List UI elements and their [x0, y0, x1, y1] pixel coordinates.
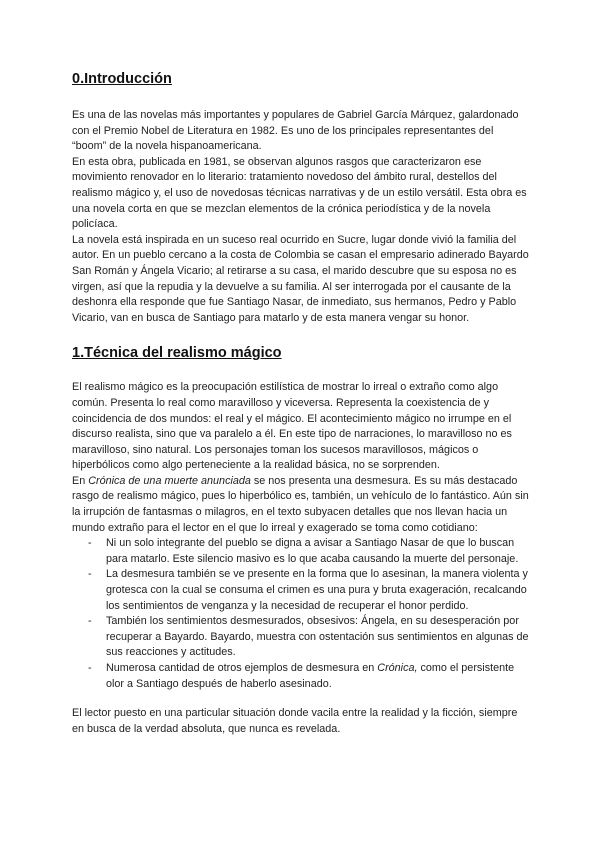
list-item-suffix: como el persistente olor a Santiago después de haberlo asesinado.: [106, 662, 515, 690]
document-body: [72, 70, 530, 737]
book-title: Crónica de una muerte anunciada: [88, 474, 251, 487]
list-item: [88, 661, 530, 692]
list-item-prefix: Numerosa cantidad de otros ejemplos de desmesura en: [106, 662, 378, 674]
bullet-marker: -: [88, 537, 92, 550]
list-item-text: También los sentimientos desmesurados, obsesivos: Ángela, en su desesperación por recuperar a Bayardo. Bayardo, muestra con ostentación sus sentimientos en algunas de sus reacciones y actitudes.: [106, 615, 529, 659]
intro-paragraph-1: Es una de las novelas más importantes y populares de Gabriel García Márquez, galardonado con el Premio Nobel de Literatura en 1982. Es uno de los principales representantes del “boom” de la novela hispanoamericana.: [72, 109, 519, 153]
paragraph-2-prefix: En: [72, 474, 89, 487]
list-item: [88, 614, 530, 661]
realismo-paragraph-1: El realismo mágico es la preocupación estilística de mostrar lo irreal o extraño como algo común. Presenta lo real como maravilloso y viceversa. Representa la coexistencia de y coincidencia de dos mundos: el real y el mágico. El acontecimiento mágico no irrumpe en el discurso realista, sino que va paralelo a él. En este tipo de narraciones, lo maravilloso no es maravilloso, sino natural. Los personajes toman los sucesos maravillosos, mágicos o hiperbólicos como algo perteneciente a la realidad básica, no se sorprenden.: [72, 381, 512, 472]
list-item-text: Ni un solo integrante del pueblo se digna a avisar a Santiago Nasar de que lo buscan para matarlo. Este silencio masivo es lo que acaba causando la muerte del personaje.: [106, 537, 519, 565]
realismo-paragraph-2: [72, 474, 530, 536]
bullet-marker: -: [88, 615, 92, 628]
section-heading-realismo-magico: 1.Técnica del realismo mágico: [72, 345, 282, 362]
book-title-short: Crónica,: [377, 662, 418, 674]
bullet-marker: -: [88, 568, 92, 581]
list-item: [88, 567, 530, 614]
closing-paragraph: El lector puesto en una particular situación donde vacila entre la realidad y la ficción, siempre en busca de la verdad absoluta, que nunca es revelada.: [72, 707, 518, 735]
desmesura-list: [72, 536, 530, 692]
section-heading-introduccion: 0.Introducción: [72, 71, 172, 87]
intro-paragraph-2: En esta obra, publicada en 1981, se observan algunos rasgos que caracterizaron ese movimiento renovador en lo literario: tratamiento novedoso del ámbito rural, destellos del realismo mágico y, el uso de novedosas técnicas narrativas y de un estilo versátil. Esta obra es una novela corta en que se mezclan elementos de la crónica periodística y de la novela policíaca.: [72, 155, 527, 231]
intro-paragraph-3: La novela está inspirada en un suceso real ocurrido en Sucre, lugar donde vivió la familia del autor. En un pueblo cercano a la costa de Colombia se casan el empresario adinerado Bayardo San Román y Ángela Vicario; al retirarse a su casa, el marido descubre que su esposa no es virgen, así que la repudia y la devuelve a su familia. Al ser interrogada por el causante de la deshonra ella responde que fue Santiago Nasar, de inmediato, sus hermanos, Pedro y Pablo Vicario, van en busca de Santiago para matarlo y de esta manera vengar su honor.: [72, 233, 529, 324]
list-item: [88, 536, 530, 567]
spacer: [72, 692, 530, 706]
paragraph-2-suffix: se nos presenta una desmesura. Es su más destacado rasgo de realismo mágico, pues lo hiperbólico es, también, un vehículo de lo fantástico. Aún sin la irrupción de fantasmas o milagros, en el texto subyacen detalles que nos llevan hacia un mundo extraño para el lector en el que lo irreal y exagerado se toma como cotidiano:: [72, 474, 529, 534]
bullet-marker: -: [88, 662, 92, 674]
list-item-text: La desmesura también se ve presente en la forma que lo asesinan, la manera violenta y grotesca con la cual se consuma el crimen es una pura y bruta exageración, recalcando los sentimientos de venganza y la necesidad de recuperar el honor perdido.: [106, 568, 528, 612]
